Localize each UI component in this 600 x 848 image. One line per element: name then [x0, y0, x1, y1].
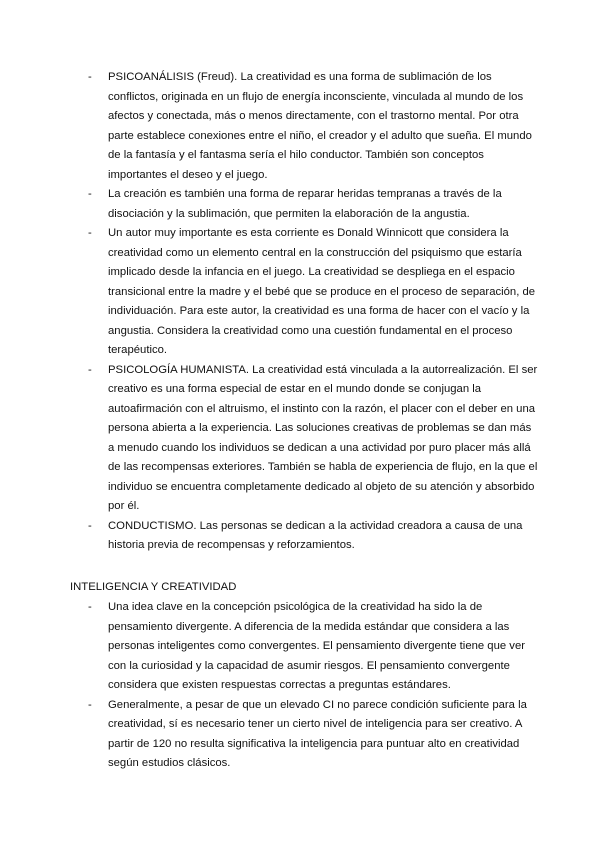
- bullet-dash: -: [88, 519, 92, 532]
- theories-list: [70, 68, 540, 556]
- list-item-text: Generalmente, a pesar de que un elevado CI no parece condición suficiente para la creatividad, sí es necesario tener un cierto nivel de inteligencia para ser creativo. A partir de 120 no resulta significativa la inteligencia para puntuar alto en creatividad según estudios clásicos.: [108, 698, 527, 769]
- bullet-dash: -: [88, 363, 92, 376]
- bullet-dash: -: [88, 698, 92, 711]
- bullet-dash: -: [88, 71, 92, 83]
- list-item: [70, 224, 540, 361]
- list-item-text: Una idea clave en la concepción psicológica de la creatividad ha sido la de pensamiento divergente. A diferencia de la medida estándar que considera a las personas inteligentes como convergentes. El pensamiento divergente tiene que ver con la curiosidad y la capacidad de asumir riesgos. El pensamiento convergente considera que existen respuestas correctas a preguntas estándares.: [108, 601, 525, 691]
- list-item: [70, 68, 540, 185]
- bullet-dash: -: [88, 188, 92, 200]
- list-item-text: Un autor muy importante es esta corriente es Donald Winnicott que considera la creatividad como un elemento central en la construcción del psiquismo que estaría implicado desde la infancia en el juego. La creatividad se despliega en el espacio transicional entre la madre y el bebé que se produce en el proceso de separación, de individuación. Para este autor, la creatividad es una forma de hacer con el vacío y la angustia. Considera la creatividad como una cuestión fundamental en el proceso terapéutico.: [108, 227, 536, 356]
- list-item: [70, 696, 540, 774]
- list-item-text: CONDUCTISMO. Las personas se dedican a la actividad creadora a causa de una historia previa de recompensas y reforzamientos.: [108, 519, 523, 551]
- list-item: [70, 185, 540, 224]
- bullet-dash: -: [88, 601, 92, 613]
- intelligence-list: [70, 598, 540, 774]
- list-item-text: PSICOLOGÍA HUMANISTA. La creatividad está vinculada a la autorrealización. El ser creativo es una forma especial de estar en el mundo donde se conjugan la autoafirmación con el altruismo, el instinto con la razón, el placer con el deber en una persona abierta a la experiencia. Las soluciones creativas de problemas se dan más a menudo cuando los individuos se dedican a una actividad por puro placer más allá de las recompensas exteriores. También se habla de experiencia de flujo, en la que el individuo se encuentra completamente dedicado al objeto de su atención y absorbido por él.: [108, 363, 538, 512]
- list-item: [70, 517, 540, 556]
- bullet-dash: -: [88, 227, 92, 239]
- list-item-text: La creación es también una forma de reparar heridas tempranas a través de la disociación y la sublimación, que permiten la elaboración de la angustia.: [108, 188, 502, 220]
- list-item-text: PSICOANÁLISIS (Freud). La creatividad es una forma de sublimación de los conflictos, originada en un flujo de energía inconsciente, vinculada al mundo de los afectos y conectada, más o menos directamente, con el trastorno mental. Por otra parte establece conexiones entre el niño, el creador y el adulto que sueña. El mundo de la fantasía y el fantasma sería el hilo conductor. También son conceptos importantes el deseo y el juego.: [108, 71, 532, 181]
- list-item: [70, 361, 540, 517]
- section-heading: INTELIGENCIA Y CREATIVIDAD: [70, 580, 237, 593]
- list-item: [70, 598, 540, 696]
